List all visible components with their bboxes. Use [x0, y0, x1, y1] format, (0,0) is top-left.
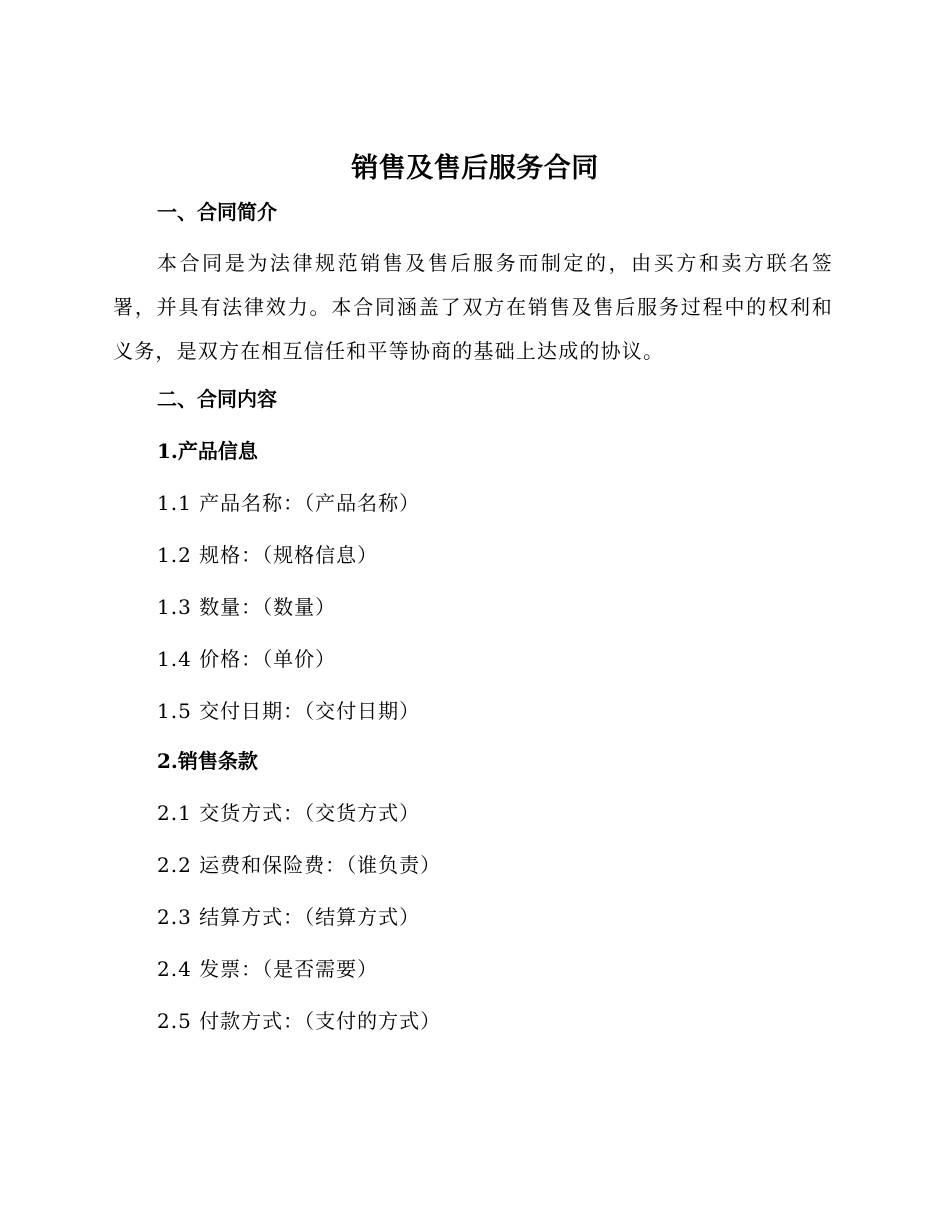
- list-item-price: 1.4 价格：（单价）: [157, 647, 337, 671]
- intro-paragraph: 本合同是为法律规范销售及售后服务而制定的，由买方和卖方联名签署，并具有法律效力。本合同涵盖了双方在销售及售后服务过程中的权利和义务，是双方在相互信任和平等协商的基础上达成的协议。: [113, 251, 833, 363]
- list-item-invoice: 2.4 发票：（是否需要）: [157, 957, 379, 981]
- list-item-freight-insurance: 2.2 运费和保险费：（谁负责）: [157, 853, 442, 877]
- list-item-delivery-date: 1.5 交付日期：（交付日期）: [157, 699, 421, 723]
- subsection-heading-product-info: 1.产品信息: [157, 439, 258, 463]
- section-heading-intro: 一、合同简介: [157, 200, 277, 224]
- list-item-delivery-method: 2.1 交货方式：（交货方式）: [157, 801, 421, 825]
- subsection-heading-sales-terms: 2.销售条款: [157, 749, 258, 773]
- list-item-payment-method: 2.5 付款方式：（支付的方式）: [157, 1009, 442, 1033]
- section-heading-content: 二、合同内容: [157, 387, 277, 411]
- list-item-settlement: 2.3 结算方式：（结算方式）: [157, 905, 421, 929]
- list-item-product-name: 1.1 产品名称：（产品名称）: [157, 491, 421, 515]
- list-item-spec: 1.2 规格：（规格信息）: [157, 543, 379, 567]
- document-title: 销售及售后服务合同: [351, 153, 599, 184]
- list-item-quantity: 1.3 数量：（数量）: [157, 595, 337, 619]
